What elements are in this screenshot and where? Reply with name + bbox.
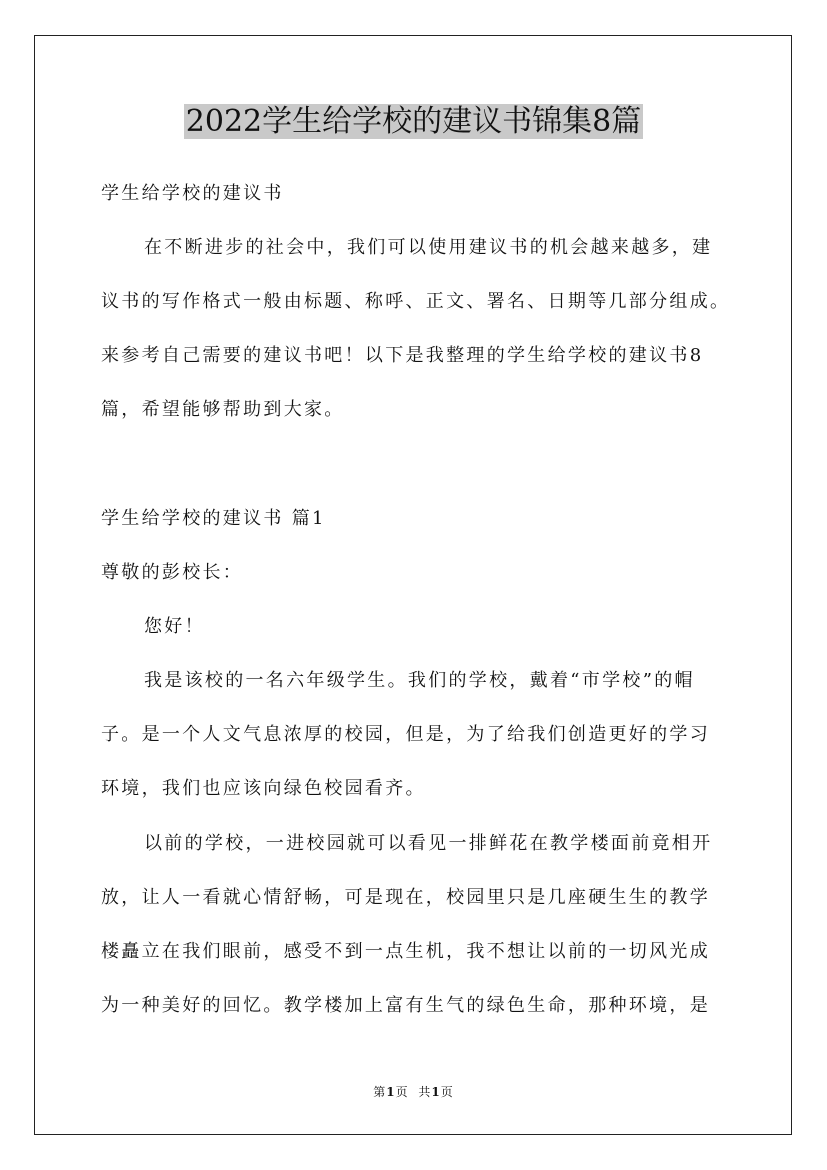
para2-line-3: 楼矗立在我们眼前，感受不到一点生机，我不想让以前的一切风光成 bbox=[101, 941, 710, 962]
footer-page-prefix: 第 bbox=[373, 1085, 387, 1099]
footer-total-number: 1 bbox=[431, 1085, 441, 1099]
intro-line-2: 议书的写作格式一般由标题、称呼、正文、署名、日期等几部分组成。 bbox=[101, 291, 731, 312]
greeting: 您好！ bbox=[144, 616, 205, 637]
section-heading: 学生给学校的建议书 篇1 bbox=[101, 508, 326, 529]
para2-line-4: 为一种美好的回忆。教学楼加上富有生气的绿色生命，那种环境，是 bbox=[101, 995, 710, 1016]
para2-line-1: 以前的学校，一进校园就可以看见一排鲜花在教学楼面前竟相开 bbox=[144, 833, 713, 854]
salutation: 尊敬的彭校长： bbox=[101, 562, 244, 583]
footer-total-suffix: 页 bbox=[440, 1085, 454, 1099]
intro-heading: 学生给学校的建议书 bbox=[101, 183, 284, 204]
para1-line-2: 子。是一个人文气息浓厚的校园，但是，为了给我们创造更好的学习 bbox=[101, 724, 710, 745]
intro-line-3: 来参考自己需要的建议书吧！以下是我整理的学生给学校的建议书8 bbox=[101, 345, 704, 366]
footer-page-number: 1 bbox=[386, 1085, 396, 1099]
footer-total-prefix: 共 bbox=[418, 1085, 432, 1099]
intro-line-1: 在不断进步的社会中，我们可以使用建议书的机会越来越多，建 bbox=[144, 237, 713, 258]
intro-line-4: 篇，希望能够帮助到大家。 bbox=[101, 399, 345, 420]
document-title-text: 2022学生给学校的建议书锦集8篇 bbox=[185, 104, 642, 139]
page-footer bbox=[0, 1084, 827, 1100]
para1-line-1: 我是该校的一名六年级学生。我们的学校，戴着“市学校”的帽 bbox=[144, 670, 695, 691]
document-title bbox=[0, 100, 827, 144]
para2-line-2: 放，让人一看就心情舒畅，可是现在，校园里只是几座硬生生的教学 bbox=[101, 887, 710, 908]
footer-page-suffix: 页 bbox=[395, 1085, 409, 1099]
para1-line-3: 环境，我们也应该向绿色校园看齐。 bbox=[101, 778, 426, 799]
